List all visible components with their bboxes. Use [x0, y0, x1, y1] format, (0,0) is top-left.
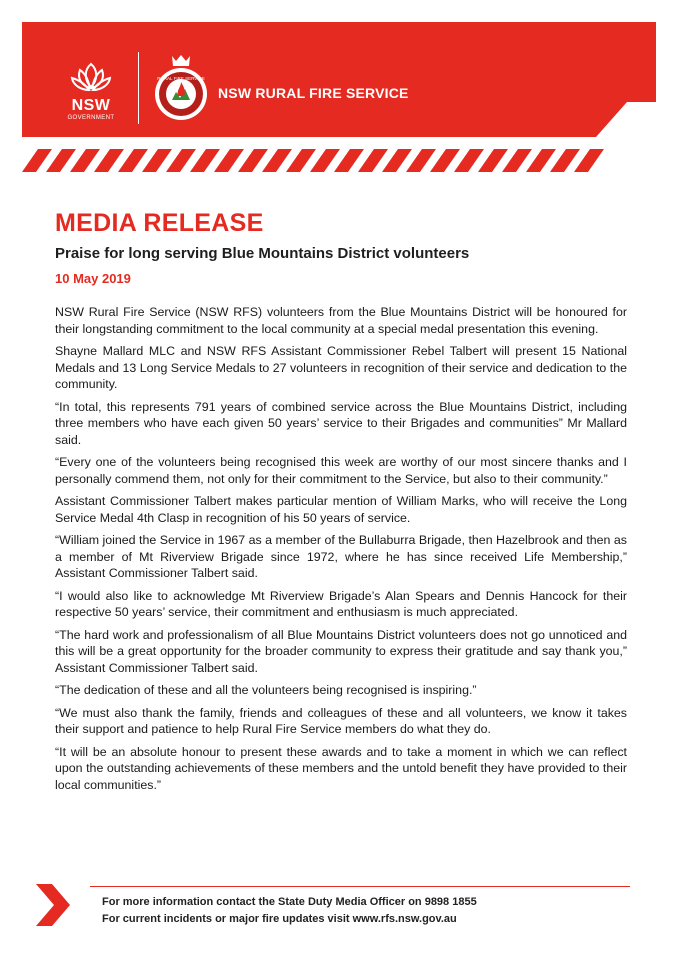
footer-media-contact: For more information contact the State Duty Media Officer on 9898 1855	[102, 896, 477, 908]
body-paragraph: “In total, this represents 791 years of combined service across the Blue Mountains District, including three members who have each given 50 years’ service to their Brigades and communities” Mr Mallard said.	[55, 399, 627, 447]
header-stripe	[238, 149, 268, 172]
header-stripe	[142, 149, 172, 172]
government-label: GOVERNMENT	[67, 115, 115, 121]
header-stripe	[526, 149, 556, 172]
header-stripe	[118, 149, 148, 172]
release-body	[55, 304, 627, 799]
crest-lettering: RURAL FIRE SERVICE	[157, 76, 205, 81]
body-paragraph: “The dedication of these and all the volunteers being recognised is inspiring.”	[55, 683, 477, 697]
header-stripe	[502, 149, 532, 172]
release-date: 10 May 2019	[55, 271, 131, 286]
media-release-title: MEDIA RELEASE	[55, 209, 264, 237]
body-paragraph: “The hard work and professionalism of all Blue Mountains District volunteers does not go unnoticed and this will be a great opportunity for the broader community to express their gratitude and say thank you,” Assistant Commissioner Talbert said.	[55, 627, 627, 675]
header-stripe	[550, 149, 580, 172]
header-stripe	[214, 149, 244, 172]
footer-chevron-icon	[34, 880, 94, 930]
header-stripe	[454, 149, 484, 172]
header-banner	[22, 22, 656, 172]
header-stripe	[406, 149, 436, 172]
header-stripe	[430, 149, 460, 172]
header-stripe	[358, 149, 388, 172]
header-stripe	[478, 149, 508, 172]
header-stripe	[286, 149, 316, 172]
header-stripe	[166, 149, 196, 172]
body-paragraph: NSW Rural Fire Service (NSW RFS) volunteers from the Blue Mountains District will be honoured for their longstanding commitment to the local community at a special medal presentation this evening.	[55, 305, 627, 336]
body-paragraph: “Every one of the volunteers being recognised this week are worthy of our most sincere thanks and I personally commend them, not only for their commitment to the Service, but also to their community.”	[55, 455, 627, 486]
header-stripe	[22, 149, 52, 172]
logo-divider	[138, 52, 139, 124]
release-headline: Praise for long serving Blue Mountains District volunteers	[55, 245, 470, 262]
header-stripe	[382, 149, 412, 172]
body-paragraph: Shayne Mallard MLC and NSW RFS Assistant Commissioner Rebel Talbert will present 15 National Medals and 13 Long Service Medals to 27 volunteers in recognition of their service and dedication to the community.	[55, 344, 627, 391]
nsw-government-logo	[62, 60, 120, 122]
body-paragraph: Assistant Commissioner Talbert makes particular mention of William Marks, who will receive the Long Service Medal 4th Clasp in recognition of his 50 years of service.	[55, 494, 627, 525]
header-stripe	[310, 149, 340, 172]
footer-incidents-link[interactable]: For current incidents or major fire updates visit www.rfs.nsw.gov.au	[102, 913, 457, 925]
body-paragraph: “I would also like to acknowledge Mt Riverview Brigade’s Alan Spears and Dennis Hancock for their respective 50 years’ service, their commitment and enthusiasm is much appreciated.	[55, 588, 627, 619]
body-paragraph: “It will be an absolute honour to present these awards and to take a moment in which we can reflect upon the outstanding achievements of these members and the untold benefit they have provided to their local communities.”	[55, 744, 627, 792]
footer	[34, 880, 632, 930]
header-stripe	[94, 149, 124, 172]
header-stripe	[334, 149, 364, 172]
footer-rule	[90, 886, 630, 887]
footer-contact	[102, 894, 477, 928]
nsw-wordmark: NSW	[71, 97, 111, 114]
header-stripe	[190, 149, 220, 172]
header-stripe	[46, 149, 76, 172]
body-paragraph: “We must also thank the family, friends and colleagues of these and all volunteers, we know it takes their support and patience to help Rural Fire Service members do what they do.	[55, 705, 627, 736]
header-stripe	[70, 149, 100, 172]
header-stripe	[262, 149, 292, 172]
rfs-crest-icon	[152, 52, 210, 122]
waratah-icon	[69, 60, 113, 96]
rfs-wordmark: NSW RURAL FIRE SERVICE	[218, 85, 409, 101]
body-paragraph: “William joined the Service in 1967 as a member of the Bullaburra Brigade, then Hazelbrook and then as a member of Mt Riverview Brigade since 1972, where he has since received Life Membership,” Assistant Commissioner Talbert said.	[55, 533, 627, 580]
header-stripe	[574, 149, 604, 172]
